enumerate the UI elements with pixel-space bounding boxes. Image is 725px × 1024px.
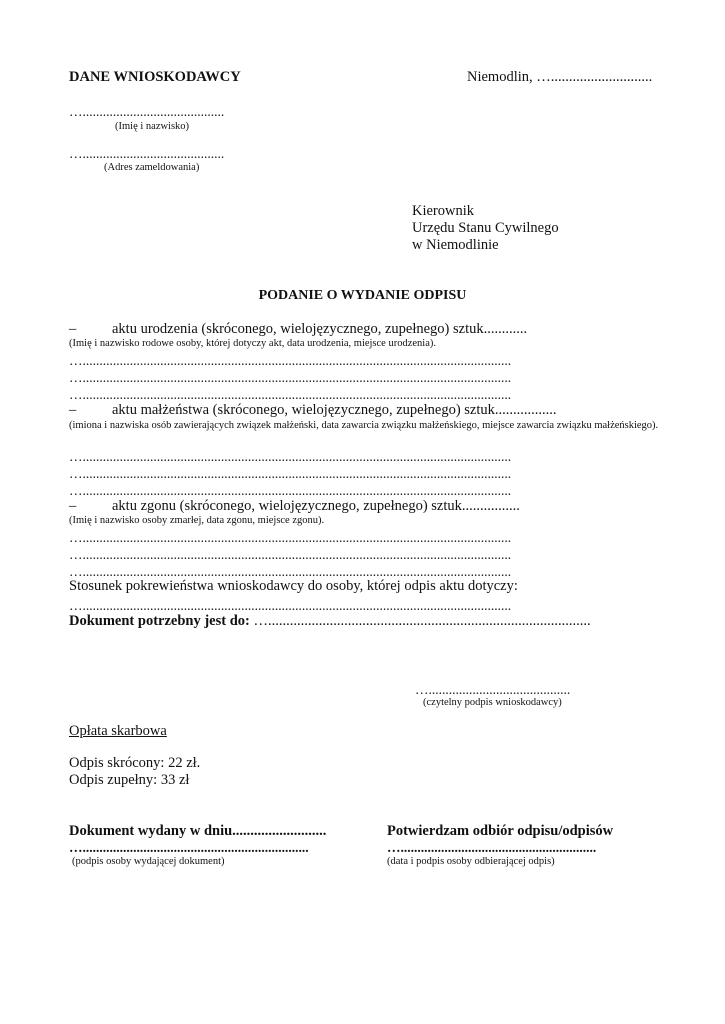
marriage-certificate-note: (imiona i nazwiska osób zawierających związek małżeński, data zawarcia związku małżeńskiego, miejsce zawarcia związku małżeńskiego). bbox=[69, 420, 659, 431]
death-line-1[interactable]: …............................................................................................................................... bbox=[69, 530, 512, 545]
birth-line-2[interactable]: …............................................................................................................................... bbox=[69, 370, 512, 385]
birth-certificate-label[interactable]: aktu urodzenia (skróconego, wielojęzycznego, zupełnego) sztuk............ bbox=[112, 321, 528, 337]
applicant-signature-field[interactable]: ….......................................... bbox=[415, 682, 571, 697]
receiver-signature-field[interactable]: ….......................................................... bbox=[387, 840, 597, 855]
death-dash: – bbox=[69, 498, 77, 514]
applicant-address-field[interactable]: ….......................................... bbox=[69, 146, 225, 161]
applicant-heading: DANE WNIOSKODAWCY bbox=[69, 69, 241, 85]
marriage-line-1[interactable]: …............................................................................................................................... bbox=[69, 449, 512, 464]
marriage-certificate-label[interactable]: aktu małżeństwa (skróconego, wielojęzycznego, zupełnego) sztuk................. bbox=[112, 402, 557, 418]
birth-line-1[interactable]: …............................................................................................................................... bbox=[69, 353, 512, 368]
death-line-2[interactable]: …............................................................................................................................... bbox=[69, 547, 512, 562]
receipt-confirmation-label: Potwierdzam odbiór odpisu/odpisów bbox=[387, 823, 614, 839]
death-certificate-label[interactable]: aktu zgonu (skróconego, wielojęzycznego, zupełnego) sztuk................ bbox=[112, 498, 520, 514]
marriage-line-2[interactable]: …............................................................................................................................... bbox=[69, 466, 512, 481]
purpose-row[interactable] bbox=[69, 613, 591, 630]
fee-short-copy: Odpis skrócony: 22 zł. bbox=[69, 755, 201, 771]
recipient-line-1: Kierownik bbox=[412, 203, 475, 219]
fee-full-copy: Odpis zupełny: 33 zł bbox=[69, 772, 190, 788]
relationship-label: Stosunek pokrewieństwa wnioskodawcy do osoby, której odpis aktu dotyczy: bbox=[69, 578, 518, 594]
place-date-field[interactable]: Niemodlin, …............................ bbox=[467, 69, 653, 85]
issued-date-label[interactable]: Dokument wydany w dniu.......................... bbox=[69, 823, 327, 839]
recipient-line-2: Urzędu Stanu Cywilnego bbox=[412, 220, 559, 236]
page-title: PODANIE O WYDANIE ODPISU bbox=[258, 288, 467, 303]
death-line-3[interactable]: …............................................................................................................................... bbox=[69, 564, 512, 579]
receiver-signature-caption: (data i podpis osoby odbierającej odpis) bbox=[387, 856, 555, 867]
birth-dash: – bbox=[69, 321, 77, 337]
birth-line-3[interactable]: …............................................................................................................................... bbox=[69, 387, 512, 402]
applicant-name-field[interactable]: ….......................................... bbox=[69, 104, 225, 119]
issuer-signature-field[interactable]: …................................................................... bbox=[69, 840, 309, 855]
death-certificate-note: (Imię i nazwisko osoby zmarłej, data zgonu, miejsce zgonu). bbox=[69, 515, 325, 526]
purpose-label: Dokument potrzebny jest do: bbox=[69, 613, 250, 629]
marriage-line-3[interactable]: …............................................................................................................................... bbox=[69, 483, 512, 498]
recipient-line-3: w Niemodlinie bbox=[412, 237, 499, 253]
purpose-field[interactable]: …......................................................................................... bbox=[249, 613, 591, 629]
birth-certificate-note: (Imię i nazwisko rodowe osoby, której dotyczy akt, data urodzenia, miejsce urodzenia). bbox=[69, 338, 436, 349]
marriage-dash: – bbox=[69, 402, 77, 418]
applicant-signature-caption: (czytelny podpis wnioskodawcy) bbox=[423, 697, 562, 708]
applicant-address-caption: (Adres zameldowania) bbox=[104, 162, 200, 173]
applicant-name-caption: (Imię i nazwisko) bbox=[115, 121, 190, 132]
relationship-field[interactable]: …............................................................................................................................... bbox=[69, 598, 512, 613]
fee-heading: Opłata skarbowa bbox=[69, 723, 167, 739]
issuer-signature-caption: (podpis osoby wydającej dokument) bbox=[72, 856, 225, 867]
